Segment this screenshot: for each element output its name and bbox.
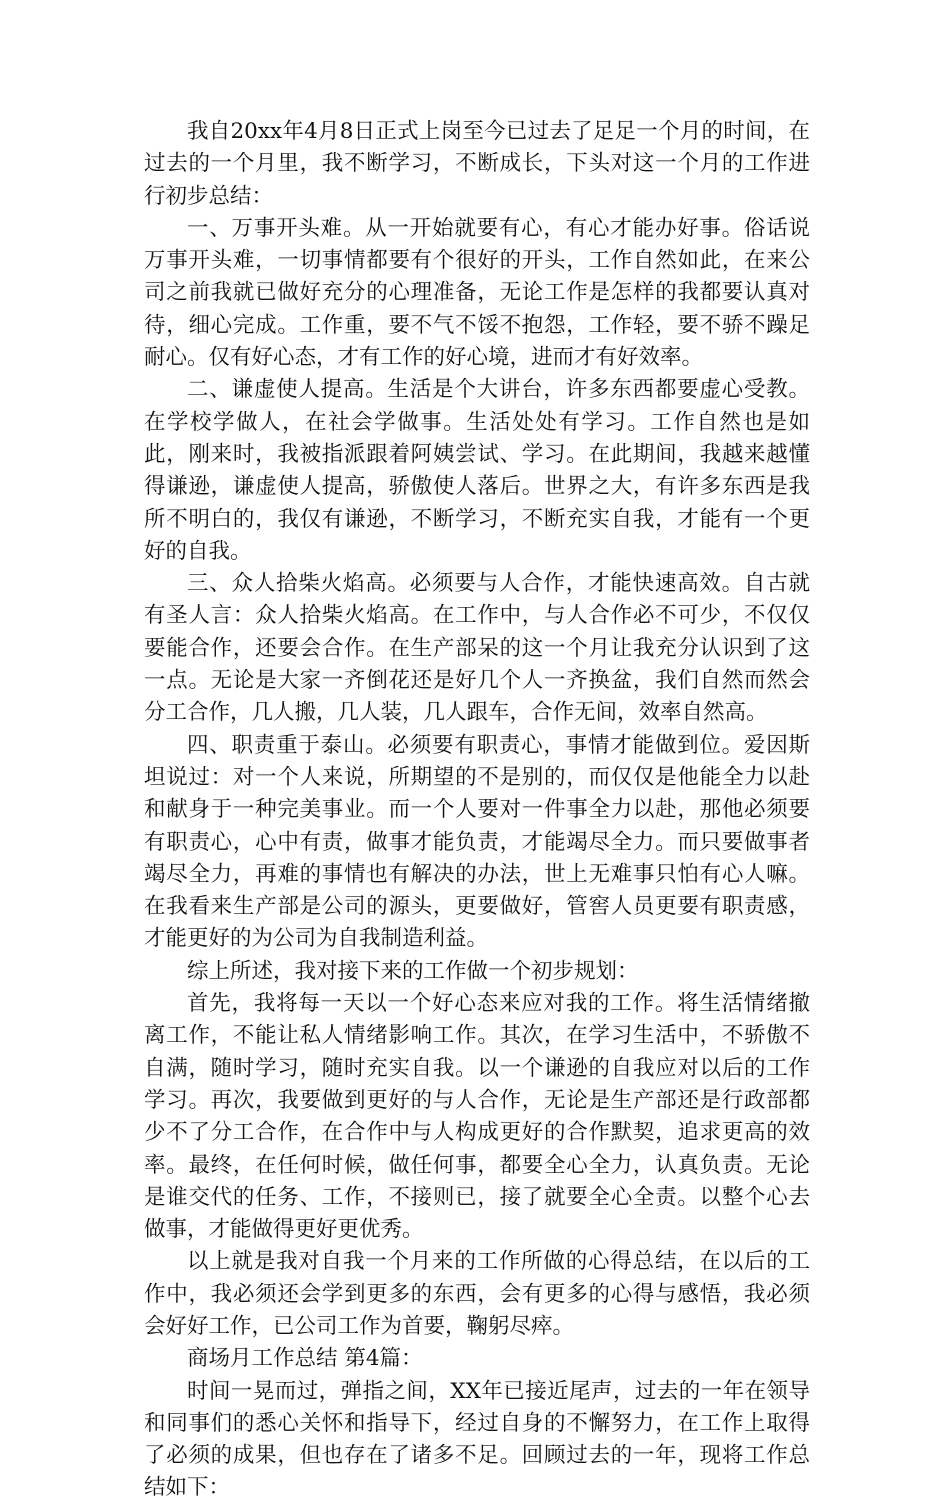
paragraph-summary-lead: 综上所述，我对接下来的工作做一个初步规划： — [187, 958, 639, 984]
paragraph-point-3: 三、众人拾柴火焰高。必须要与人合作，才能快速高效。自古就有圣人言：众人拾柴火焰高。在工作中，与人合作必不可少，不仅仅要能合作，还要会合作。在生产部呆的这一个月让我充分认识到了这一点。无论是大家一齐倒花还是好几个人一齐换盆，我们自然而然会分工合作，几人搬，几人装，几人跟车，合作无间，效率自然高。 — [144, 571, 810, 726]
paragraph-intro: 我自20xx年4月8日正式上岗至今已过去了足足一个月的时间，在过去的一个月里，我不断学习，不断成长，下头对这一个月的工作进行初步总结： — [144, 119, 810, 209]
paragraph-point-4: 四、职责重于泰山。必须要有职责心，事情才能做到位。爱因斯坦说过：对一个人来说，所期望的不是别的，而仅仅是他能全力以赴和献身于一种完美事业。而一个人要对一件事全力以赴，那他必须要有职责心，心中有责，做事才能负责，才能竭尽全力。而只要做事者竭尽全力，再难的事情也有解决的办法，世上无难事只怕有心人嘛。在我看来生产部是公司的源头，更要做好，管窖人员更要有职责感，才能更好的为公司为自我制造利益。 — [144, 732, 810, 952]
paragraph-point-1: 一、万事开头难。从一开始就要有心，有心才能办好事。俗话说万事开头难，一切事情都要有个很好的开头，工作自然如此，在来公司之前我就已做好充分的心理准备，无论工作是怎样的我都要认真对待，细心完成。工作重，要不气不馁不抱怨，工作轻，要不骄不躁足耐心。仅有好心态，才有工作的好心境，进而才有好效率。 — [144, 215, 810, 371]
document-body — [144, 116, 810, 1505]
paragraph-point-2: 二、谦虚使人提高。生活是个大讲台，许多东西都要虚心受教。在学校学做人，在社会学做事。生活处处有学习。工作自然也是如此，刚来时，我被指派跟着阿姨尝试、学习。在此期间，我越来越懂得谦逊，谦虚使人提高，骄傲使人落后。世界之大，有许多东西是我所不明白的，我仅有谦逊，不断学习，不断充实自我，才能有一个更好的自我。 — [144, 377, 810, 564]
paragraph-section-intro: 时间一晃而过，弹指之间，XX年已接近尾声，过去的一年在领导和同事们的悉心关怀和指导下，经过自身的不懈努力，在工作上取得了必须的成果，但也存在了诸多不足。回顾过去的一年，现将工作总结如下： — [144, 1378, 810, 1501]
section-heading: 商场月工作总结 第4篇： — [187, 1346, 423, 1372]
paragraph-conclusion: 以上就是我对自我一个月来的工作所做的心得总结，在以后的工作中，我必须还会学到更多的东西，会有更多的心得与感悟，我必须会好好工作，已公司工作为首要，鞠躬尽瘁。 — [144, 1249, 810, 1339]
paragraph-plan: 首先，我将每一天以一个好心态来应对我的工作。将生活情绪撤离工作，不能让私人情绪影响工作。其次，在学习生活中，不骄傲不自满，随时学习，随时充实自我。以一个谦逊的自我应对以后的工作学习。再次，我要做到更好的与人合作，无论是生产部还是行政部都少不了分工合作，在合作中与人构成更好的合作默契，追求更高的效率。最终，在任何时候，做任何事，都要全心全力，认真负责。无论是谁交代的任务、工作，不接则已，接了就要全心全责。以整个心去做事，才能做得更好更优秀。 — [144, 991, 810, 1243]
